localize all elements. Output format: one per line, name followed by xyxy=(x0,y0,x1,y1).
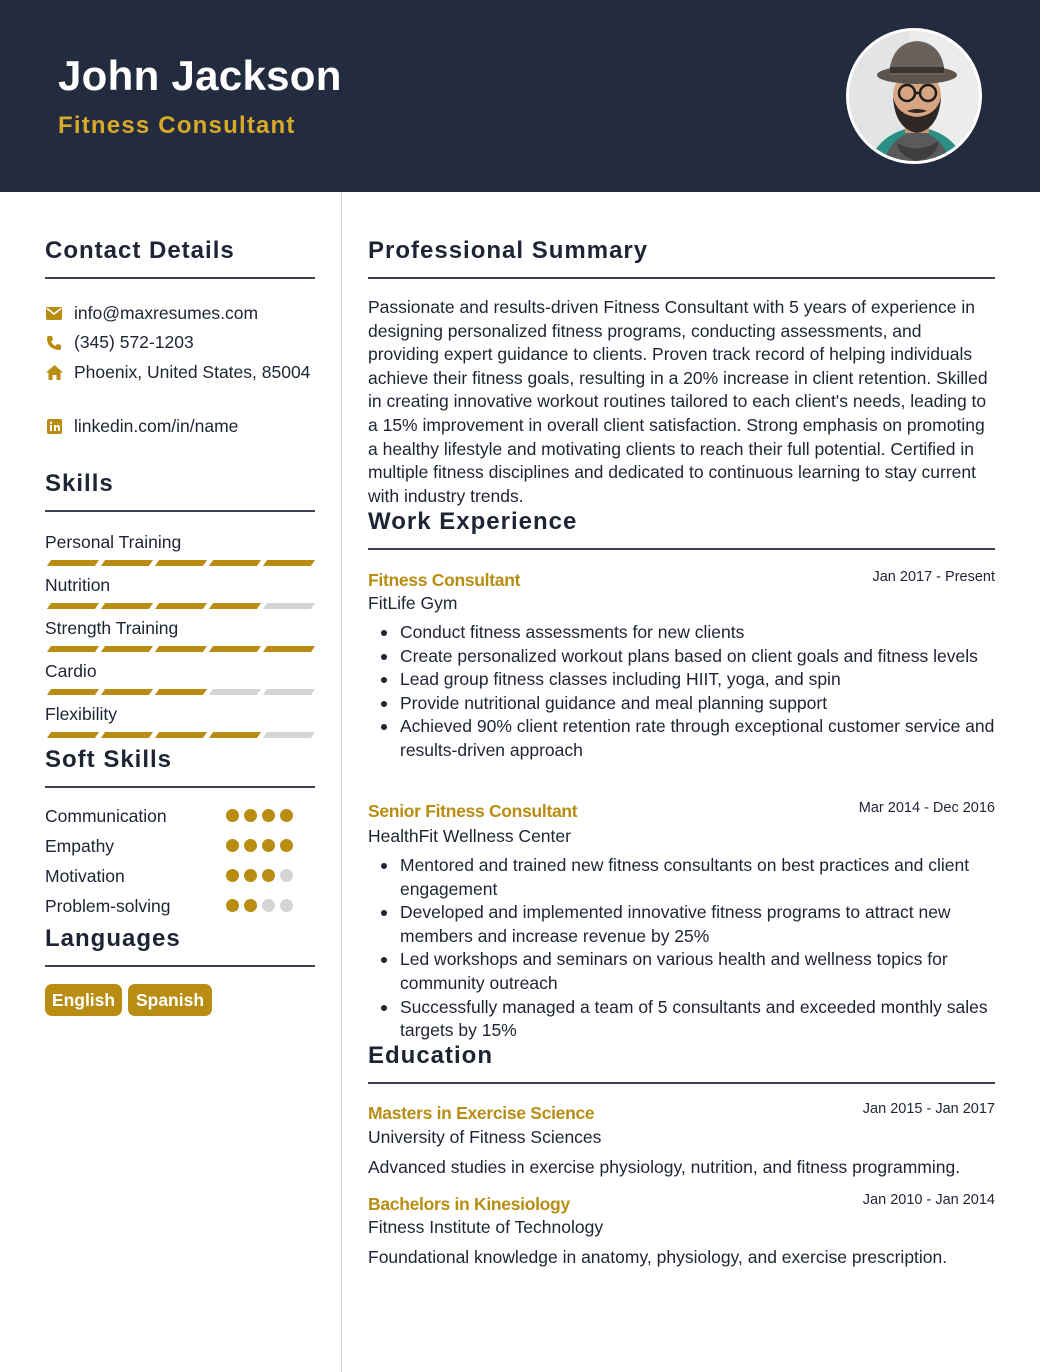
job-bullet: Developed and implemented innovative fitness programs to attract new members and increase revenue by 25% xyxy=(368,901,995,948)
phone-icon xyxy=(45,334,63,352)
job-dates: Mar 2014 - Dec 2016 xyxy=(858,800,995,816)
soft-skill-label: Communication xyxy=(45,806,167,826)
education-rule xyxy=(368,1082,995,1084)
education-degree: Bachelors in Kinesiology xyxy=(368,1194,570,1214)
profile-photo xyxy=(846,28,982,164)
skill-label: Strength Training xyxy=(45,618,179,638)
skill-level-segment xyxy=(263,560,315,566)
education-school: Fitness Institute of Technology xyxy=(368,1217,604,1237)
soft-skill-dot xyxy=(244,809,257,822)
contact-email[interactable] xyxy=(45,303,258,324)
education-degree: Masters in Exercise Science xyxy=(368,1103,595,1123)
soft-skill-dots xyxy=(226,809,306,823)
summary-rule xyxy=(368,277,995,279)
summary-section xyxy=(368,237,995,279)
skill-level-segment xyxy=(101,732,153,738)
skill-bar xyxy=(45,560,315,566)
job-bullets xyxy=(368,854,995,1043)
job-title: Senior Fitness Consultant xyxy=(368,801,578,821)
contact-rule xyxy=(45,277,315,279)
contact-phone-text: (345) 572-1203 xyxy=(74,332,194,352)
skill-level-segment xyxy=(101,689,153,695)
job-bullet: Led workshops and seminars on various health and wellness topics for community outreach xyxy=(368,948,995,995)
skill-bar xyxy=(45,603,315,609)
contact-email-text: info@maxresumes.com xyxy=(74,303,259,323)
job-title: Fitness Consultant xyxy=(368,570,521,590)
linkedin-icon xyxy=(45,418,63,436)
experience-heading: Work Experience xyxy=(368,508,578,535)
job-bullet: Mentored and trained new fitness consultants on best practices and client engagement xyxy=(368,854,995,901)
soft-skill-dots xyxy=(226,839,306,853)
education-description: Advanced studies in exercise physiology, nutrition, and fitness programming. xyxy=(368,1157,961,1177)
soft-skill-dot xyxy=(262,839,275,852)
skill-label: Flexibility xyxy=(45,704,117,724)
experience-section xyxy=(368,508,995,550)
soft-skill-dot xyxy=(244,839,257,852)
soft-skill-dots xyxy=(226,899,306,913)
skills-heading: Skills xyxy=(45,470,114,497)
soft-skill-dots xyxy=(226,869,306,883)
home-icon xyxy=(45,364,63,382)
skill-bar xyxy=(45,732,315,738)
skill-level-segment xyxy=(209,646,261,652)
job-bullets xyxy=(368,621,995,763)
skill-label: Personal Training xyxy=(45,532,182,552)
languages-section xyxy=(45,925,315,967)
skill-level-segment xyxy=(209,689,261,695)
candidate-name: John Jackson xyxy=(58,52,342,99)
education-heading: Education xyxy=(368,1042,494,1069)
skill-level-segment xyxy=(155,603,207,609)
soft-skill-dot xyxy=(244,869,257,882)
skills-rule xyxy=(45,510,315,512)
skill-level-segment xyxy=(47,646,99,652)
skill-bar xyxy=(45,689,315,695)
skill-bar xyxy=(45,646,315,652)
soft-skill-dot xyxy=(280,809,293,822)
job-bullet: Achieved 90% client retention rate through exceptional customer service and results-driven approach xyxy=(368,715,995,762)
soft-skill-label: Empathy xyxy=(45,836,115,856)
contact-address-text: Phoenix, United States, 85004 xyxy=(74,362,311,382)
job-company: HealthFit Wellness Center xyxy=(368,826,571,846)
soft-skill-dot xyxy=(244,899,257,912)
skill-level-segment xyxy=(101,560,153,566)
education-description: Foundational knowledge in anatomy, physiology, and exercise prescription. xyxy=(368,1247,948,1267)
languages-rule xyxy=(45,965,315,967)
contact-linkedin-text: linkedin.com/in/name xyxy=(74,416,239,436)
column-divider xyxy=(341,192,342,1372)
contact-address xyxy=(45,362,310,383)
education-dates: Jan 2015 - Jan 2017 xyxy=(862,1101,995,1117)
resume-header xyxy=(0,0,1040,192)
envelope-icon xyxy=(45,305,63,323)
soft-skill-dot xyxy=(262,809,275,822)
skill-level-segment xyxy=(263,689,315,695)
job-company: FitLife Gym xyxy=(368,593,458,613)
contact-phone[interactable] xyxy=(45,332,194,353)
soft-skills-heading: Soft Skills xyxy=(45,746,173,773)
soft-skill-dot xyxy=(262,869,275,882)
skill-label: Nutrition xyxy=(45,575,111,595)
contact-linkedin[interactable] xyxy=(45,416,238,437)
soft-skill-dot xyxy=(280,839,293,852)
skill-level-segment xyxy=(101,646,153,652)
skill-level-segment xyxy=(47,560,99,566)
soft-skill-dot xyxy=(226,839,239,852)
job-bullet: Create personalized workout plans based on client goals and fitness levels xyxy=(368,645,995,669)
skill-level-segment xyxy=(209,560,261,566)
skill-level-segment xyxy=(209,732,261,738)
skill-level-segment xyxy=(155,689,207,695)
soft-skill-dot xyxy=(226,869,239,882)
contact-heading: Contact Details xyxy=(45,237,235,264)
contact-section xyxy=(45,237,315,279)
education-school: University of Fitness Sciences xyxy=(368,1127,602,1147)
soft-skills-section xyxy=(45,746,315,788)
skill-label: Cardio xyxy=(45,661,97,681)
skill-level-segment xyxy=(101,603,153,609)
skill-level-segment xyxy=(263,603,315,609)
experience-rule xyxy=(368,548,995,550)
soft-skill-dot xyxy=(226,899,239,912)
job-dates: Jan 2017 - Present xyxy=(872,569,995,585)
skill-level-segment xyxy=(47,689,99,695)
skills-section xyxy=(45,470,315,512)
languages-heading: Languages xyxy=(45,925,181,952)
skill-level-segment xyxy=(155,560,207,566)
soft-skill-dot xyxy=(226,809,239,822)
soft-skill-dot xyxy=(280,899,293,912)
skill-level-segment xyxy=(155,646,207,652)
soft-skills-rule xyxy=(45,786,315,788)
soft-skill-label: Problem-solving xyxy=(45,896,171,916)
skill-level-segment xyxy=(263,646,315,652)
soft-skill-dot xyxy=(280,869,293,882)
job-bullet: Successfully managed a team of 5 consultants and exceeded monthly sales targets by 15% xyxy=(368,996,995,1043)
soft-skill-label: Motivation xyxy=(45,866,125,886)
skill-level-segment xyxy=(47,603,99,609)
avatar-portrait-icon xyxy=(849,31,982,164)
skill-level-segment xyxy=(209,603,261,609)
language-badge: English xyxy=(45,984,122,1016)
language-badge: Spanish xyxy=(128,984,212,1016)
summary-heading: Professional Summary xyxy=(368,237,649,264)
candidate-title: Fitness Consultant xyxy=(58,112,296,139)
skill-level-segment xyxy=(47,732,99,738)
job-bullet: Lead group fitness classes including HIIT, yoga, and spin xyxy=(368,668,995,692)
summary-text: Passionate and results-driven Fitness Consultant with 5 years of experience in designing personalized fitness programs, conducting assessments, and providing expert guidance to clients. Proven track record of helping individuals achieve their fitness goals, resulting in a 20% increase in client retention. Skilled in creating innovative workout routines tailored to each client's needs, leading to a 15% improvement in overall client satisfaction. Strong emphasis on promoting a healthy lifestyle and motivating clients to reach their full potential. Certified in multiple fitness disciplines and dedicated to continuous learning to stay current with industry trends. xyxy=(368,297,988,506)
education-dates: Jan 2010 - Jan 2014 xyxy=(862,1192,995,1208)
skill-level-segment xyxy=(263,732,315,738)
soft-skill-dot xyxy=(262,899,275,912)
skill-level-segment xyxy=(155,732,207,738)
job-bullet: Provide nutritional guidance and meal planning support xyxy=(368,692,995,716)
education-section xyxy=(368,1042,995,1084)
job-bullet: Conduct fitness assessments for new clients xyxy=(368,621,995,645)
